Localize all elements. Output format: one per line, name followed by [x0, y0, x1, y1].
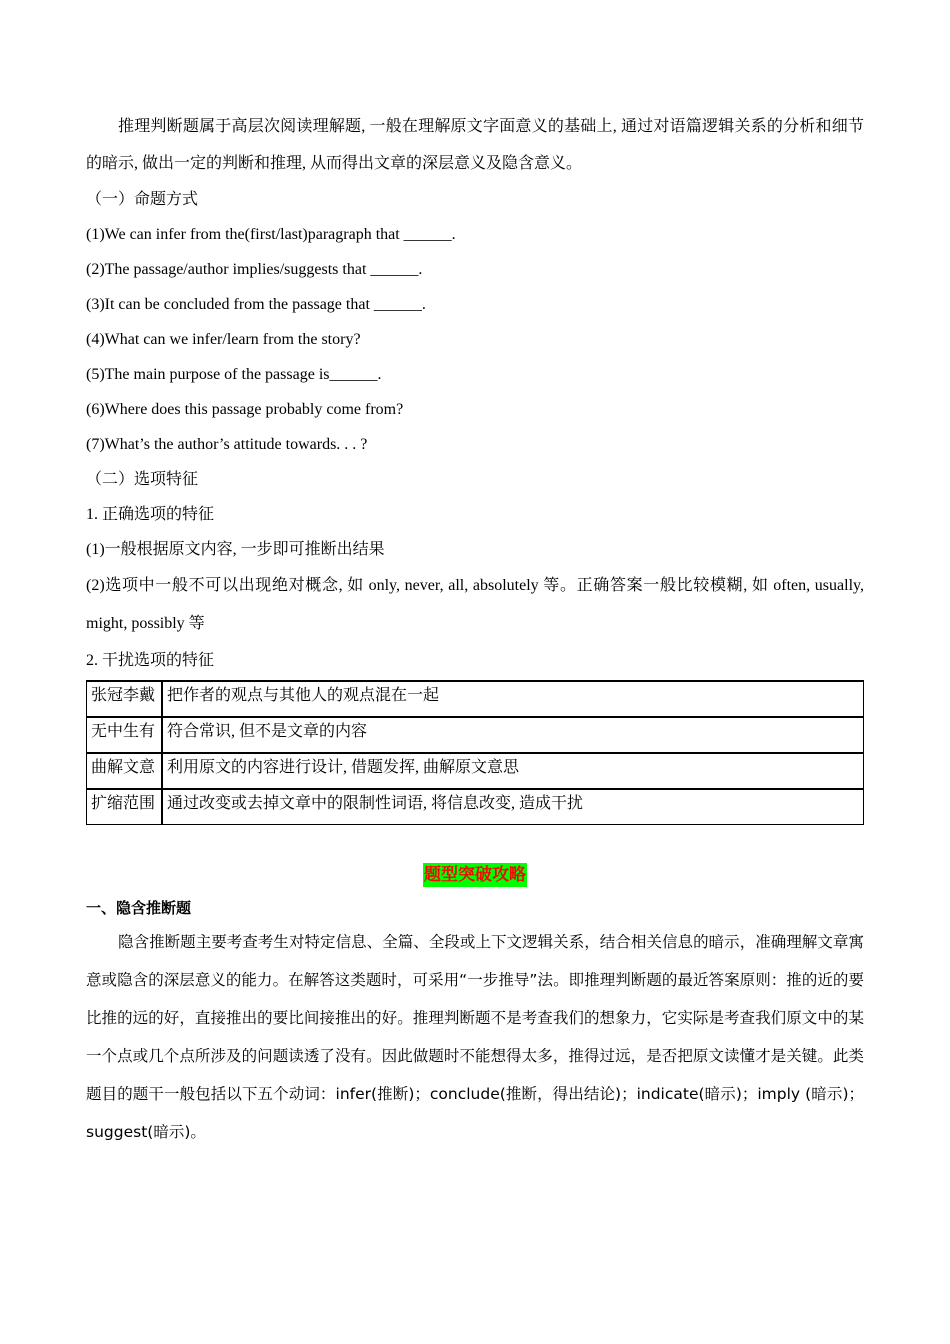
- question-forms-list: [86, 217, 864, 462]
- table-cell-term: 无中生有: [87, 717, 163, 753]
- implicit-inference-paragraph: 隐含推断题主要考查考生对特定信息、全篇、全段或上下文逻辑关系，结合相关信息的暗示，准确理解文章寓意或隐含的深层意义的能力。在解答这类题时，可采用“一步推导”法。即推理判断题的最近答案原则：推的近的要比推的远的好，直接推出的要比间接推出的好。推理判断题不是考查我们的想象力，它实际是考查我们原文中的某一个点或几个点所涉及的问题读透了没有。因此做题时不能想得太多，推得过远，是否把原文读懂才是关键。此类题目的题干一般包括以下五个动词：infer(推断)；conclude(推断，得出结论)；indicate(暗示)；imply (暗示)；suggest(暗示)。: [86, 933, 864, 1141]
- table-row: [87, 753, 864, 789]
- section-heading-question-forms: （一）命题方式: [86, 191, 199, 208]
- table-cell-term: 扩缩范围: [87, 789, 163, 825]
- list-item: (5)The main purpose of the passage is______.: [86, 366, 382, 383]
- list-item: (2)选项中一般不可以出现绝对概念, 如 only, never, all, absolutely 等。正确答案一般比较模糊, 如 often, usually, might, possibly 等: [86, 577, 864, 632]
- table-cell-term: 张冠李戴: [87, 681, 163, 717]
- distractor-table: [86, 680, 864, 825]
- strategy-title-wrap: [86, 863, 864, 887]
- subheading-distractor-options: 2. 干扰选项的特征: [86, 652, 215, 669]
- table-cell-desc: 通过改变或去掉文章中的限制性词语, 将信息改变, 造成干扰: [162, 789, 864, 825]
- list-item: (4)What can we infer/learn from the story?: [86, 331, 361, 348]
- table-row: [87, 681, 864, 717]
- list-item: (1)一般根据原文内容, 一步即可推断出结果: [86, 541, 385, 558]
- table-row: [87, 789, 864, 825]
- document-page: [86, 108, 864, 1151]
- list-item: (3)It can be concluded from the passage that ______.: [86, 296, 426, 313]
- list-item: (7)What’s the author’s attitude towards. . . ?: [86, 436, 368, 453]
- strategy-title: 题型突破攻略: [424, 865, 526, 885]
- list-item: (2)The passage/author implies/suggests that ______.: [86, 261, 423, 278]
- section-heading-option-features: （二）选项特征: [86, 471, 199, 488]
- table-cell-term: 曲解文意: [87, 753, 163, 789]
- heading-implicit-inference: 一、隐含推断题: [86, 899, 192, 917]
- subheading-correct-options: 1. 正确选项的特征: [86, 506, 215, 523]
- list-item: (1)We can infer from the(first/last)paragraph that ______.: [86, 226, 456, 243]
- table-cell-desc: 符合常识, 但不是文章的内容: [162, 717, 864, 753]
- table-cell-desc: 利用原文的内容进行设计, 借题发挥, 曲解原文意思: [162, 753, 864, 789]
- list-item: (6)Where does this passage probably come from?: [86, 401, 404, 418]
- table-cell-desc: 把作者的观点与其他人的观点混在一起: [162, 681, 864, 717]
- table-row: [87, 717, 864, 753]
- intro-paragraph: 推理判断题属于高层次阅读理解题, 一般在理解原文字面意义的基础上, 通过对语篇逻辑关系的分析和细节的暗示, 做出一定的判断和推理, 从而得出文章的深层意义及隐含意义。: [86, 118, 864, 172]
